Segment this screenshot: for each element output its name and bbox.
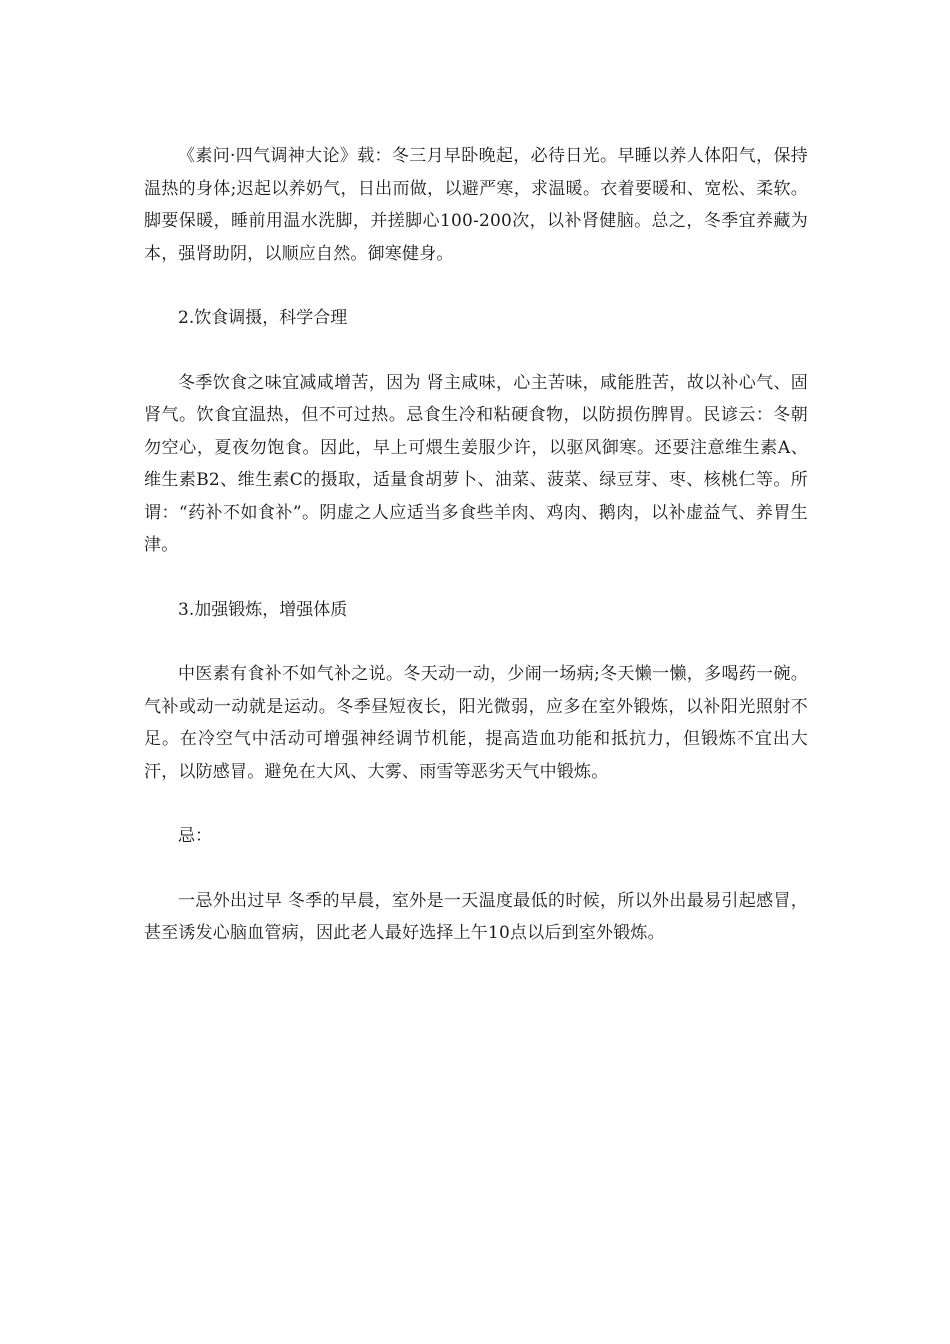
section-heading-exercise: 3.加强锻炼，增强体质 xyxy=(178,599,348,620)
spacer xyxy=(144,853,808,885)
paragraph-diet: 冬季饮食之味宜减咸增苦，因为 肾主咸味，心主苦味，咸能胜苦，故以补心气、固肾气。饮食宜温热，但不可过热。忌食生冷和粘硬食物，以防损伤脾胃。民谚云：冬朝勿空心，夏夜勿饱食。因此，早上可煨生姜服少许，以驱风御寒。还要注意维生素A、维生素B2、维生素C的摄取，适量食胡萝卜、油菜、菠菜、绿豆芽、枣、核桃仁等。所谓：“药补不如食补”。阴虚之人应适当多食些羊肉、鸡肉、鹅肉，以补虚益气、养胃生津。 xyxy=(144,372,808,555)
document-page xyxy=(144,140,808,950)
paragraph-winter-sleep: 《素问·四气调神大论》载：冬三月早卧晚起，必待日光。早睡以养人体阳气，保持温热的身体;迟起以养奶气，日出而做，以避严寒，求温暖。衣着要暖和、宽松、柔软。脚要保暖，睡前用温水洗脚，并搓脚心100-200次，以补肾健脑。总之，冬季宜养藏为本，强肾助阴，以顺应自然。御寒健身。 xyxy=(144,146,808,264)
spacer xyxy=(144,335,808,367)
spacer xyxy=(144,626,808,658)
section-heading-diet: 2.饮食调摄，科学合理 xyxy=(178,308,348,328)
paragraph-exercise: 中医素有食补不如气补之说。冬天动一动，少闹一场病;冬天懒一懒，多喝药一碗。气补或动一动就是运动。冬季昼短夜长，阳光微弱，应多在室外锻炼，以补阳光照射不足。在冷空气中活动可增强神经调节机能，提高造血功能和抵抗力，但锻炼不宜出大汗，以防感冒。避免在大风、大雾、雨雪等恶劣天气中锻炼。 xyxy=(144,664,808,782)
spacer xyxy=(144,562,808,594)
paragraph-avoid-early-outing: 一忌外出过早 冬季的早晨，室外是一天温度最低的时候，所以外出最易引起感冒，甚至诱发心脑血管病，因此老人最好选择上午10点以后到室外锻炼。 xyxy=(144,890,808,943)
spacer xyxy=(144,270,808,302)
spacer xyxy=(144,788,808,820)
section-heading-avoid: 忌： xyxy=(178,826,212,846)
